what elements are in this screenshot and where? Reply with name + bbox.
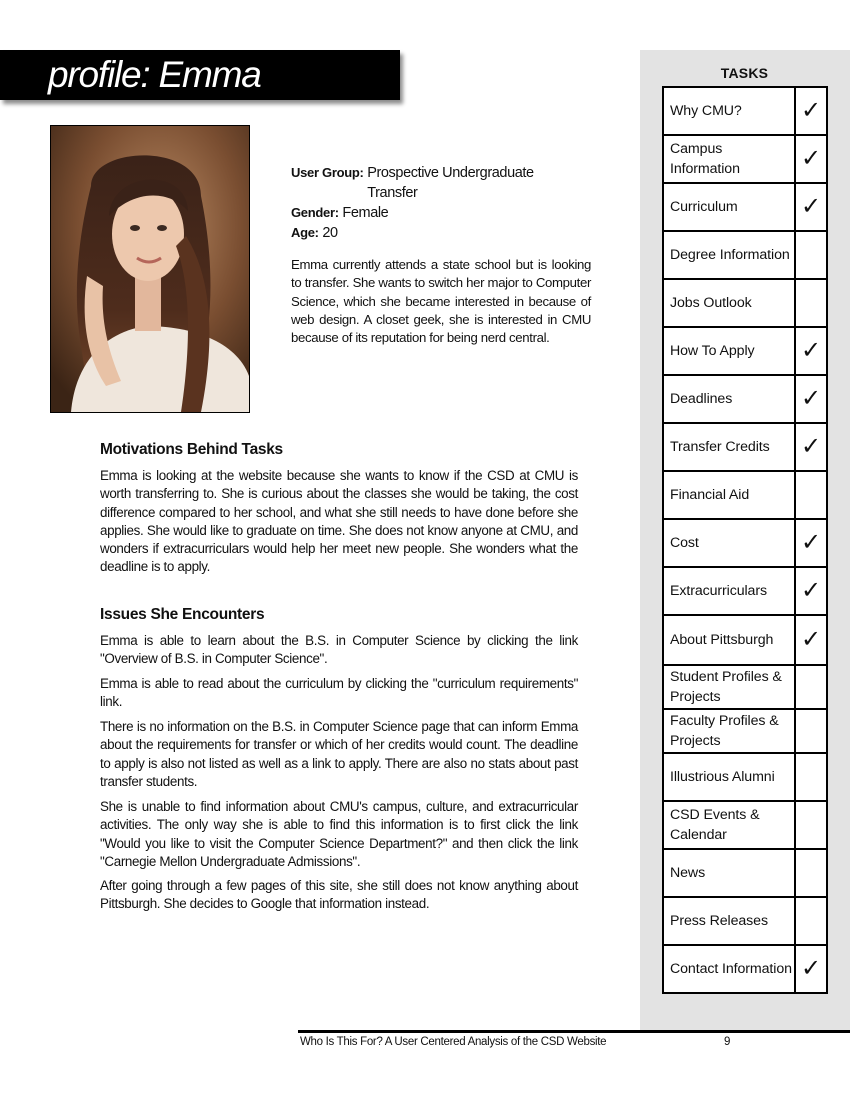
task-label: Curriculum — [663, 183, 795, 231]
tasks-heading: TASKS — [720, 65, 769, 81]
checkmark-icon: ✓ — [795, 375, 827, 423]
age-value: 20 — [322, 225, 338, 241]
task-row — [663, 897, 827, 945]
task-row — [663, 519, 827, 567]
checkmark-icon: ✓ — [795, 423, 827, 471]
task-row — [663, 471, 827, 519]
task-row — [663, 183, 827, 231]
issue-paragraph: There is no information on the B.S. in Computer Science page that can inform Emma about the requirements for transfer or which of her credits would count. The deadline to apply is also not listed as well as a link to apply. There are also no stats about past transfer students. — [100, 719, 578, 789]
empty-check-cell — [795, 897, 827, 945]
task-label: Press Releases — [663, 897, 795, 945]
task-row — [663, 423, 827, 471]
empty-check-cell — [795, 279, 827, 327]
user-group-label: User Group: — [291, 165, 364, 180]
task-row — [663, 753, 827, 801]
empty-check-cell — [795, 801, 827, 849]
task-label: Illustrious Alumni — [663, 753, 795, 801]
task-label: Transfer Credits — [663, 423, 795, 471]
checkmark-icon: ✓ — [795, 135, 827, 183]
issue-paragraph: Emma is able to learn about the B.S. in Computer Science by clicking the link "Overview of B.S. in Computer Science". — [100, 633, 578, 667]
task-label: Jobs Outlook — [663, 279, 795, 327]
task-label: About Pittsburgh — [663, 615, 795, 665]
task-row — [663, 327, 827, 375]
profile-photo — [50, 125, 250, 413]
task-label: Why CMU? — [663, 87, 795, 135]
profile-intro: Emma currently attends a state school but is looking to transfer. She wants to switch her major to Computer Science, which she became interested in because of web design. A closet geek, she is interested in CMU because of its reputation for being nerd central. — [291, 257, 591, 346]
tasks-table — [662, 86, 828, 994]
profile-details — [291, 163, 591, 243]
task-label: Contact Information — [663, 945, 795, 993]
empty-check-cell — [795, 471, 827, 519]
checkmark-icon: ✓ — [795, 567, 827, 615]
task-label: Deadlines — [663, 375, 795, 423]
age-row — [291, 223, 591, 243]
title-banner — [0, 50, 400, 100]
checkmark-icon: ✓ — [795, 327, 827, 375]
task-label: Cost — [663, 519, 795, 567]
footer-rule — [298, 1030, 850, 1033]
checkmark-icon: ✓ — [795, 87, 827, 135]
empty-check-cell — [795, 709, 827, 753]
page-title: profile: Emma — [48, 54, 261, 95]
task-row — [663, 87, 827, 135]
age-label: Age: — [291, 225, 319, 240]
gender-row — [291, 203, 591, 223]
task-label: Financial Aid — [663, 471, 795, 519]
page-number: 9 — [724, 1036, 731, 1048]
empty-check-cell — [795, 849, 827, 897]
task-row — [663, 945, 827, 993]
task-label: Faculty Profiles & Projects — [663, 709, 795, 753]
task-row — [663, 375, 827, 423]
issue-paragraph: She is unable to find information about CMU's campus, culture, and extracurricular activities. The only way she is able to find this information is to first click the link "Would you like to visit the Computer Science Department?" and then click the link "Carnegie Mellon Undergraduate Admissions". — [100, 799, 578, 869]
task-label: Degree Information — [663, 231, 795, 279]
checkmark-icon: ✓ — [795, 615, 827, 665]
checkmark-icon: ✓ — [795, 519, 827, 567]
user-group-row — [291, 163, 591, 203]
task-row — [663, 279, 827, 327]
checkmark-icon: ✓ — [795, 945, 827, 993]
task-row — [663, 801, 827, 849]
issue-paragraph: Emma is able to read about the curriculum by clicking the "curriculum requirements" link. — [100, 676, 578, 710]
task-label: Student Profiles & Projects — [663, 665, 795, 709]
checkmark-icon: ✓ — [795, 183, 827, 231]
motivations-heading: Motivations Behind Tasks — [100, 441, 283, 458]
task-row — [663, 567, 827, 615]
task-label: News — [663, 849, 795, 897]
empty-check-cell — [795, 231, 827, 279]
task-row — [663, 709, 827, 753]
empty-check-cell — [795, 753, 827, 801]
task-label: Extracurriculars — [663, 567, 795, 615]
issues-heading: Issues She Encounters — [100, 606, 265, 623]
task-label: CSD Events & Calendar — [663, 801, 795, 849]
footer-title: Who Is This For? A User Centered Analysis of the CSD Website — [300, 1036, 607, 1048]
task-label: How To Apply — [663, 327, 795, 375]
gender-label: Gender: — [291, 205, 339, 220]
task-row — [663, 665, 827, 709]
task-label: Campus Information — [663, 135, 795, 183]
gender-value: Female — [342, 205, 389, 221]
empty-check-cell — [795, 665, 827, 709]
task-row — [663, 615, 827, 665]
motivations-text: Emma is looking at the website because she wants to know if the CSD at CMU is worth transferring to. She is curious about the classes she would be taking, the cost difference compared to her school, and what she still needs to have done before she applies. She would like to graduate on time. She does not know anyone at CMU, and wonders if extracurriculars would help her meet new people. She wonders what the deadline is to apply. — [100, 468, 578, 575]
task-row — [663, 231, 827, 279]
user-group-value: Prospective Undergraduate Transfer — [367, 165, 534, 201]
issue-paragraph: After going through a few pages of this site, she still does not know anything about Pittsburgh. She decides to Google that information instead. — [100, 878, 578, 912]
task-row — [663, 135, 827, 183]
task-row — [663, 849, 827, 897]
